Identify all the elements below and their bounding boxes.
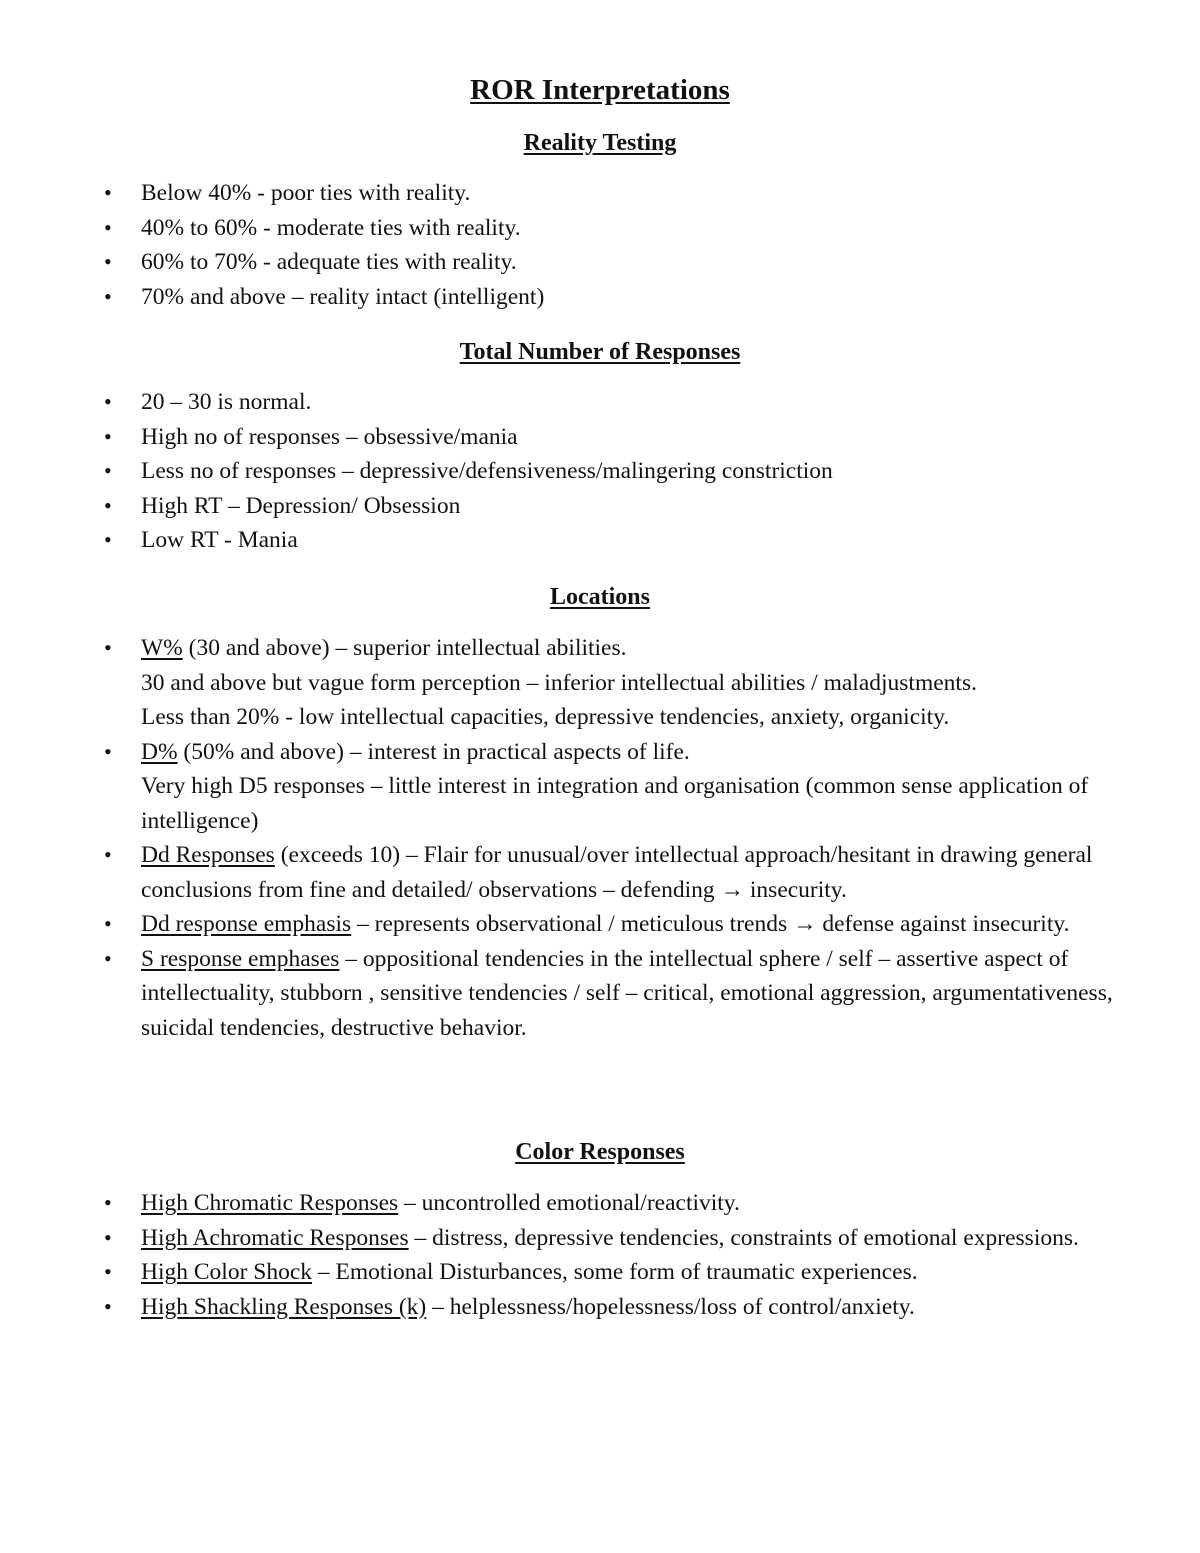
- list-item: [0, 1290, 1200, 1325]
- list-item: [0, 420, 1200, 455]
- item-text: (30 and above) – superior intellectual abilities.: [182, 635, 627, 661]
- item-text: 40% to 60% - moderate ties with reality.: [141, 214, 521, 241]
- item-term: D%: [141, 738, 178, 765]
- list-item: [0, 489, 1200, 524]
- list-item: [0, 631, 1200, 735]
- item-text: High RT – Depression/ Obsession: [141, 492, 461, 519]
- item-term: High Achromatic Responses: [141, 1224, 409, 1251]
- item-text: – distress, depressive tendencies, constraints of emotional expressions.: [408, 1224, 1079, 1251]
- list-item: [0, 838, 1200, 907]
- item-text: High no of responses – obsessive/mania: [141, 423, 518, 450]
- list-item: [0, 245, 1200, 280]
- item-term: High Chromatic Responses: [141, 1190, 399, 1216]
- item-text: Below 40% - poor ties with reality.: [141, 180, 471, 206]
- item-text: (50% and above) – interest in practical aspects of life.: [177, 738, 690, 765]
- list-item: [0, 942, 1200, 1046]
- item-text: 20 – 30 is normal.: [141, 389, 312, 415]
- item-term: High Shackling Responses (k): [141, 1293, 427, 1320]
- item-term: Dd Responses: [141, 842, 275, 868]
- list-item: [0, 523, 1200, 558]
- item-text: (exceeds 10) – Flair for unusual/over intellectual approach/hesitant in drawing general conclusions from fine and detailed/ observations – defending → insecurity.: [141, 842, 1093, 903]
- item-text: 70% and above – reality intact (intelligent): [141, 283, 545, 310]
- item-text: Less no of responses – depressive/defensiveness/malingering constriction: [141, 458, 833, 484]
- item-subtext: Very high D5 responses – little interest in integration and organisation (common sense application of intelligence): [141, 773, 1089, 834]
- item-text: – oppositional tendencies in the intellectual sphere / self – assertive aspect of intellectuality, stubborn , sensitive tendencies / self – critical, emotional aggression, argumentativeness, suicidal tendencies, destructive behavior.: [141, 945, 1113, 1041]
- item-term: Dd response emphasis: [141, 911, 352, 937]
- item-term: W%: [141, 635, 183, 661]
- total-responses-list: [0, 385, 1200, 558]
- list-item: [0, 454, 1200, 489]
- section-heading-reality-testing: Reality Testing: [523, 130, 677, 156]
- list-item: [0, 385, 1200, 420]
- list-item: [0, 907, 1200, 942]
- list-item: [0, 211, 1200, 246]
- item-text: 60% to 70% - adequate ties with reality.: [141, 249, 517, 275]
- item-text: – helplessness/hopelessness/loss of control/anxiety.: [426, 1293, 915, 1320]
- page-title: ROR Interpretations: [470, 74, 730, 106]
- item-text: – uncontrolled emotional/reactivity.: [398, 1190, 740, 1216]
- list-item: [0, 280, 1200, 315]
- item-text: – represents observational / meticulous trends → defense against insecurity.: [351, 911, 1070, 937]
- section-heading-locations: Locations: [549, 584, 650, 610]
- item-term: High Color Shock: [141, 1259, 313, 1285]
- list-item: [0, 1255, 1200, 1290]
- item-subtext: Less than 20% - low intellectual capacities, depressive tendencies, anxiety, organicity.: [141, 704, 950, 730]
- item-text: Low RT - Mania: [141, 527, 298, 553]
- item-text: – Emotional Disturbances, some form of traumatic experiences.: [312, 1259, 918, 1285]
- section-heading-color-responses: Color Responses: [515, 1139, 685, 1165]
- color-responses-list: [0, 1186, 1200, 1324]
- section-heading-total-responses: Total Number of Responses: [459, 339, 741, 365]
- list-item: [0, 1186, 1200, 1221]
- locations-list: [0, 631, 1200, 1045]
- list-item: [0, 1221, 1200, 1256]
- item-term: S response emphases: [141, 945, 340, 972]
- list-item: [0, 735, 1200, 839]
- item-subtext: 30 and above but vague form perception – inferior intellectual abilities / maladjustments.: [141, 669, 977, 696]
- list-item: [0, 176, 1200, 211]
- reality-testing-list: [0, 176, 1200, 314]
